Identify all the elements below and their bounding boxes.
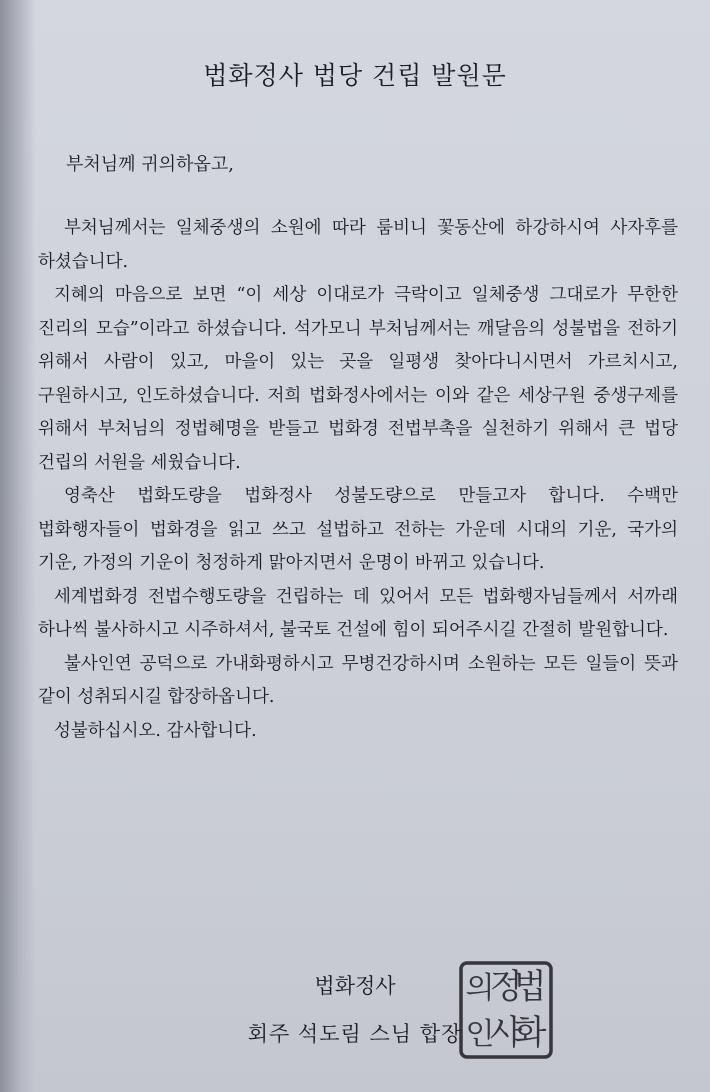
seal-char-1: 법 xyxy=(513,967,547,1007)
paragraph-2: 지혜의 마음으로 보면 “이 세상 이대로가 극락이고 일체중생 그대로가 무한한 진리의 모습”이라고 하셨습니다. 석가모니 부처님께서는 깨달음의 성불법을 전하기 위해서 사람이 있고, 마을이 있는 곳을 일평생 찾아다니시면서 가르치시고, 구원하시고, 인도하셨습니다. 저희 법화정사에서는 이와 같은 세상구원 중생구제를 위해서 부처님의 정법혜명을 받들고 법화경 전법부촉을 실천하기 위해서 큰 법당 건립의 서원을 세웠습니다. xyxy=(38,285,678,473)
body-text xyxy=(38,212,678,748)
paragraph-4: 세계법화경 전법수행도량을 건립하는 데 있어서 모든 법화행자님들께서 서까래 하나씩 불사하시고 시주하셔서, 불국토 건설에 힘이 되어주시길 간절히 발원합니다. xyxy=(38,586,678,640)
paragraph-6: 성불하십시오. 감사합니다. xyxy=(54,720,257,741)
paragraph-5: 불사인연 공덕으로 가내화평하시고 무병건강하시며 소원하는 모든 일들이 뜻과 같이 성취되시길 합장하옵니다. xyxy=(38,653,678,707)
paragraph-3: 영축산 법화도량을 법화정사 성불도량으로 만들고자 합니다. 수백만 법화행자들이 법화경을 읽고 쓰고 설법하고 전하는 가운데 시대의 기운, 국가의 기운, 가정의 기운이 청정하게 맑아지면서 운명이 바뀌고 있습니다. xyxy=(38,486,678,573)
page-spine-shadow xyxy=(0,0,36,1092)
paragraph-1: 부처님께서는 일체중생의 소원에 따라 룸비니 꽃동산에 하강하시여 사자후를 하셨습니다. xyxy=(38,218,678,272)
seal-stamp-icon xyxy=(458,960,554,1060)
signature-organization: 법화정사 xyxy=(314,974,396,998)
seal-char-6: 인 xyxy=(465,1017,495,1052)
seal-char-3: 의 xyxy=(465,971,495,1006)
salutation: 부처님께 귀의하옵고, xyxy=(66,154,234,175)
seal-char-2: 정 xyxy=(489,967,523,1007)
seal-char-4: 화 xyxy=(513,1013,547,1053)
document-title: 법화정사 법당 건립 발원문 xyxy=(203,61,507,90)
seal-char-5: 사 xyxy=(489,1013,523,1053)
signature-name: 회주 석도림 스님 합장 xyxy=(247,1022,463,1046)
